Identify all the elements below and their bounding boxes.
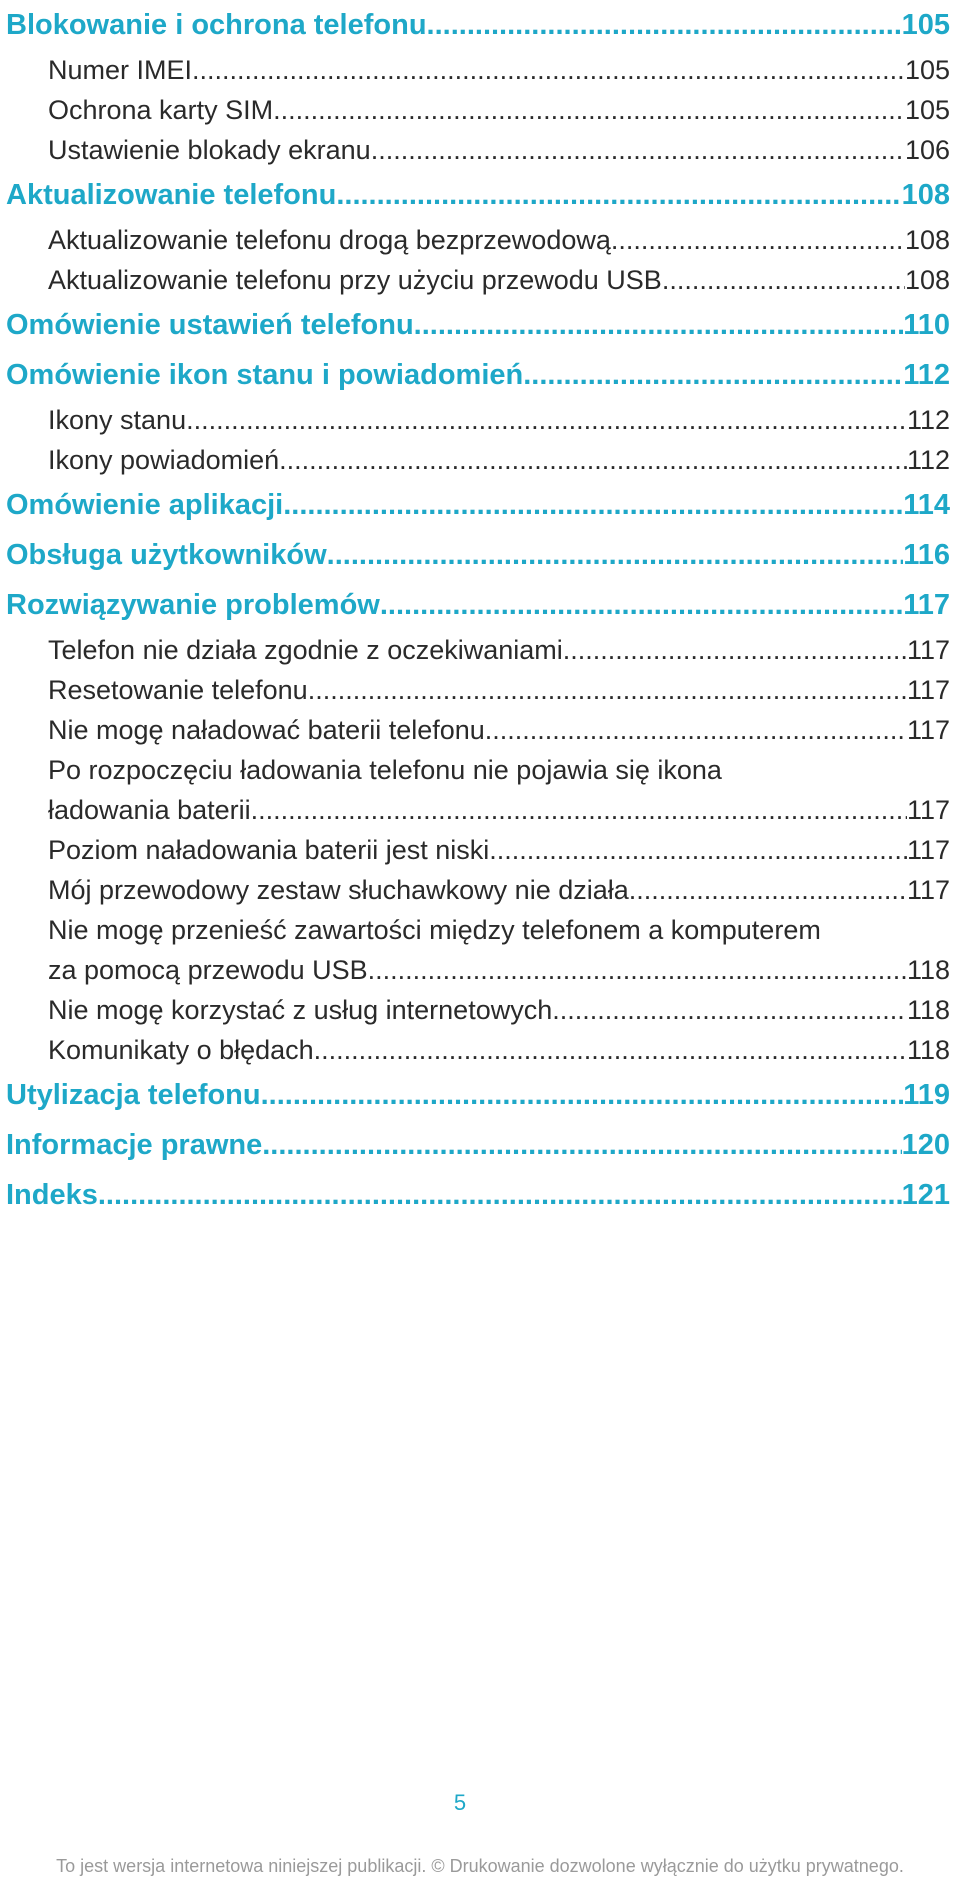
- toc-page-number: 118: [906, 995, 950, 1025]
- toc-entry-title: Blokowanie i ochrona telefonu: [6, 9, 427, 41]
- toc-dot-leader: [336, 170, 901, 220]
- toc-dot-leader: [489, 830, 907, 870]
- toc-dot-leader: [327, 530, 904, 580]
- toc-entry-title: Resetowanie telefonu: [48, 675, 308, 705]
- toc-entry-title: Telefon nie działa zgodnie z oczekiwaniami: [48, 635, 563, 665]
- toc-page-number: 105: [904, 95, 950, 125]
- toc-chapter-entry[interactable]: [0, 1070, 960, 1120]
- toc-page-number: 106: [904, 135, 950, 165]
- toc-dot-leader: [414, 300, 904, 350]
- toc-entry-title: Nie mogę przenieść zawartości między telefonem a komputerem: [48, 915, 821, 945]
- toc-page-number: 112: [906, 445, 950, 475]
- toc-entry-title-continued: ładowania baterii: [48, 795, 251, 825]
- toc-entry-title: Ustawienie blokady ekranu: [48, 135, 371, 165]
- toc-section-entry[interactable]: [0, 830, 960, 870]
- toc-chapter-entry[interactable]: [0, 480, 960, 530]
- toc-section-entry[interactable]: [0, 50, 960, 90]
- toc-page-number: 117: [906, 635, 950, 665]
- toc-entry-title: Indeks: [6, 1179, 98, 1211]
- toc-dot-leader: [427, 0, 902, 50]
- toc-entry-title: Komunikaty o błędach: [48, 1035, 314, 1065]
- toc-page-number: 112: [903, 359, 950, 391]
- toc-entry-title: Omówienie ikon stanu i powiadomień: [6, 359, 524, 391]
- toc-page-number: 117: [906, 675, 950, 705]
- toc-page-number: 121: [901, 1179, 950, 1211]
- toc-dot-leader: [261, 1070, 904, 1120]
- toc-entry-title: Aktualizowanie telefonu przy użyciu przewodu USB: [48, 265, 662, 295]
- toc-section-entry[interactable]: [0, 670, 960, 710]
- toc-entry-title: Nie mogę naładować baterii telefonu: [48, 715, 485, 745]
- toc-dot-leader: [485, 710, 907, 750]
- toc-dot-leader: [314, 1030, 907, 1070]
- toc-dot-leader: [192, 50, 905, 90]
- toc-dot-leader: [186, 400, 907, 440]
- toc-entry-title: Nie mogę korzystać z usług internetowych: [48, 995, 553, 1025]
- toc-dot-leader: [283, 480, 903, 530]
- toc-chapter-entry[interactable]: [0, 580, 960, 630]
- toc-section-entry[interactable]: [0, 710, 960, 750]
- toc-section-entry[interactable]: [0, 1030, 960, 1070]
- toc-entry-title: Rozwiązywanie problemów: [6, 589, 380, 621]
- toc-chapter-entry[interactable]: [0, 300, 960, 350]
- toc-section-entry[interactable]: [0, 630, 960, 670]
- toc-entry-title: Ikony powiadomień: [48, 445, 280, 475]
- toc-entry-title: Poziom naładowania baterii jest niski: [48, 835, 490, 865]
- toc-page-number: 118: [906, 955, 950, 985]
- toc-page-number: 112: [906, 405, 950, 435]
- toc-entry-title: Mój przewodowy zestaw słuchawkowy nie działa: [48, 875, 629, 905]
- toc-entry-title: Aktualizowanie telefonu: [6, 179, 337, 211]
- toc-chapter-entry[interactable]: [0, 1170, 960, 1220]
- toc-section-entry[interactable]: [0, 910, 960, 990]
- toc-page-number: 108: [904, 265, 950, 295]
- toc-dot-leader: [98, 1170, 902, 1220]
- toc-dot-leader: [629, 870, 907, 910]
- toc-section-entry[interactable]: [0, 90, 960, 130]
- toc-page-number: 117: [906, 875, 950, 905]
- toc-entry-title: Omówienie aplikacji: [6, 489, 284, 521]
- toc-page-number: 108: [904, 225, 950, 255]
- toc-page-number: 105: [904, 55, 950, 85]
- toc-section-entry[interactable]: [0, 220, 960, 260]
- toc-dot-leader: [273, 90, 905, 130]
- toc-chapter-entry[interactable]: [0, 1120, 960, 1170]
- footer-notice: To jest wersja internetowa niniejszej publikacji. © Drukowanie dozwolone wyłącznie do użytku prywatnego.: [56, 1856, 904, 1876]
- toc-page-number: 117: [906, 795, 950, 825]
- toc-page-number: 105: [901, 9, 950, 41]
- toc-dot-leader: [371, 130, 905, 170]
- toc-page-number: 117: [906, 715, 950, 745]
- toc-dot-leader: [611, 220, 905, 260]
- toc-section-entry[interactable]: [0, 750, 960, 830]
- toc-chapter-entry[interactable]: [0, 530, 960, 580]
- toc-page-number: 114: [903, 489, 950, 521]
- toc-dot-leader: [563, 630, 907, 670]
- toc-entry-title: Numer IMEI: [48, 55, 193, 85]
- toc-dot-leader: [308, 670, 907, 710]
- toc-entry-title: Aktualizowanie telefonu drogą bezprzewodową: [48, 225, 611, 255]
- toc-page-number: 120: [901, 1129, 950, 1161]
- toc-page-number: 118: [906, 1035, 950, 1065]
- toc-dot-leader: [662, 260, 905, 300]
- toc-section-entry[interactable]: [0, 260, 960, 300]
- toc-chapter-entry[interactable]: [0, 0, 960, 50]
- toc-chapter-entry[interactable]: [0, 170, 960, 220]
- toc-section-entry[interactable]: [0, 990, 960, 1030]
- toc-section-entry[interactable]: [0, 440, 960, 480]
- toc-page-number: 116: [903, 539, 950, 571]
- toc-entry-title: Informacje prawne: [6, 1129, 263, 1161]
- toc-entry-title: Utylizacja telefonu: [6, 1079, 261, 1111]
- toc-dot-leader: [262, 1120, 901, 1170]
- toc-chapter-entry[interactable]: [0, 350, 960, 400]
- toc-dot-leader: [368, 950, 907, 990]
- toc-entry-title: Omówienie ustawień telefonu: [6, 309, 414, 341]
- toc-dot-leader: [523, 350, 903, 400]
- toc-entry-title: Ikony stanu: [48, 405, 187, 435]
- toc-section-entry[interactable]: [0, 130, 960, 170]
- toc-page-number: 119: [903, 1079, 950, 1111]
- toc-page-number: 117: [906, 835, 950, 865]
- toc-dot-leader: [380, 580, 903, 630]
- toc-entry-title: Obsługa użytkowników: [6, 539, 327, 571]
- toc-page-number: 110: [903, 309, 950, 341]
- toc-page-number: 108: [901, 179, 950, 211]
- toc-section-entry[interactable]: [0, 870, 960, 910]
- toc-entry-title: Po rozpoczęciu ładowania telefonu nie pojawia się ikona: [48, 755, 722, 785]
- toc-section-entry[interactable]: [0, 400, 960, 440]
- toc-dot-leader: [279, 440, 907, 480]
- page-number: 5: [453, 1790, 467, 1815]
- toc-dot-leader: [552, 990, 907, 1030]
- toc-dot-leader: [251, 790, 907, 830]
- toc-entry-title: Ochrona karty SIM: [48, 95, 274, 125]
- toc-entry-title-continued: za pomocą przewodu USB: [48, 955, 368, 985]
- toc-page-number: 117: [903, 589, 950, 621]
